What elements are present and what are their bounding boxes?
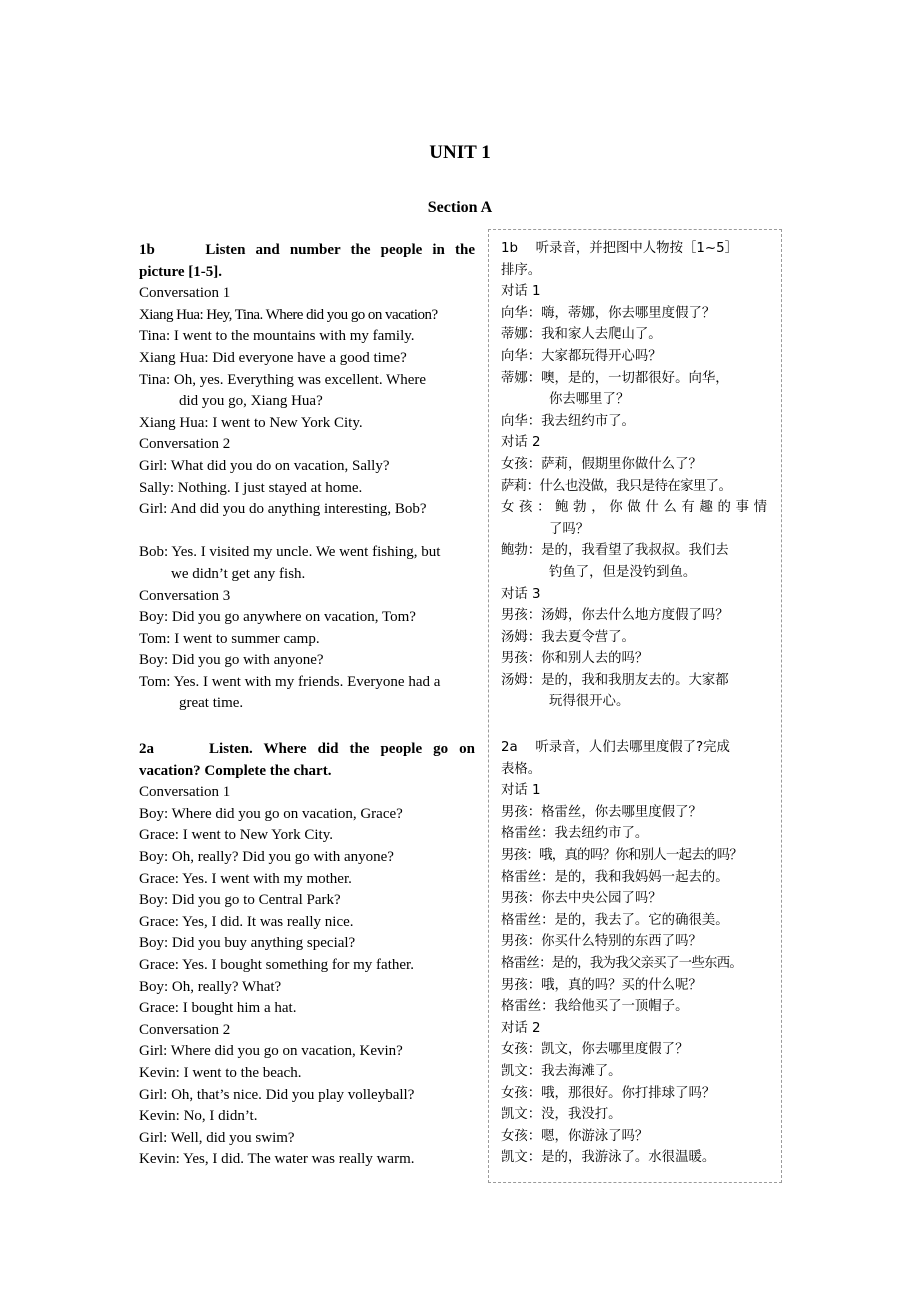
dialogue-line: 女孩：嗯，你游泳了吗？ [501,1128,649,1144]
conversation-label: 对话 2 [501,1020,541,1036]
dialogue-line: Tina: Oh, yes. Everything was excellent. Where [139,371,427,388]
dialogue-line: 蒂娜：噢，是的，一切都很好。向华， [501,370,729,386]
section-title: Section A [427,199,493,216]
chinese-translation-box [488,229,782,1183]
dialogue-line: Bob: Yes. I visited my uncle. We went fishing, but [139,544,441,561]
dialogue-line: 男孩：哦，真的吗？你和别人一起去的吗？ [501,848,743,864]
dialogue-line: 男孩：哦，真的吗？买的什么呢？ [501,977,702,993]
dialogue-line: Sally: Nothing. I just stayed at home. [139,479,363,496]
dialogue-line: Grace: Yes, I did. It was really nice. [139,913,354,930]
conversation-label: Conversation 2 [139,436,231,453]
exercise-1b-heading-cont: picture [1-5]. [139,263,223,280]
dialogue-line: Grace: Yes. I bought something for my father. [139,957,414,973]
dialogue-line: Girl: Well, did you swim? [139,1129,295,1146]
dialogue-line: 鲍勃：是的，我看望了我叔叔。我们去 [501,543,729,559]
dialogue-line: 男孩：格雷丝，你去哪里度假了？ [501,804,702,820]
exercise-1b-heading-cn: 1b 听录音，并把图中人物按［1~5］ [501,241,739,256]
dialogue-line: Girl: And did you do anything interesting, Bob? [139,501,427,518]
dialogue-line: Kevin: I went to the beach. [139,1064,302,1081]
dialogue-line-cont: 了吗？ [549,521,590,537]
english-column [139,240,475,1171]
dialogue-line: 萨莉：什么也没做，我只是待在家里了。 [501,478,732,494]
conversation-label: Conversation 2 [139,1021,231,1038]
dialogue-line: Boy: Did you go with anyone? [139,652,324,669]
dialogue-line: 男孩：你和别人去的吗？ [501,651,649,667]
dialogue-line: 女孩：鲍勃，你做什么有趣的事情 [501,500,767,516]
exercise-1b-heading: 1b Listen and number the people in the [139,242,475,258]
conversation-label: Conversation 3 [139,587,231,604]
conversation-label: Conversation 1 [139,285,231,302]
dialogue-line: 蒂娜：我和家人去爬山了。 [501,327,662,343]
dialogue-line: 女孩：凯文，你去哪里度假了？ [501,1042,689,1058]
dialogue-line: Boy: Did you buy anything special? [139,935,356,952]
exercise-2a-heading-cn-cont: 表格。 [501,761,542,777]
dialogue-line: 向华：嗨，蒂娜，你去哪里度假了？ [501,305,716,321]
conversation-label: 对话 3 [501,586,541,602]
dialogue-line: 格雷丝：我去纽约市了。 [501,826,649,842]
dialogue-line: 凯文：是的，我游泳了。水很温暖。 [501,1150,716,1166]
dialogue-line: Tom: I went to summer camp. [139,630,320,647]
dialogue-line: Kevin: No, I didn’t. [139,1108,258,1125]
dialogue-line: Grace: I went to New York City. [139,827,333,844]
dialogue-line: Girl: Where did you go on vacation, Kevin? [139,1043,403,1060]
conversation-label: 对话 1 [501,783,541,799]
dialogue-line: Tina: I went to the mountains with my family. [139,328,415,345]
dialogue-line: 汤姆：我去夏令营了。 [501,629,635,645]
exercise-2a-heading-cn: 2a 听录音，人们去哪里度假了?完成 [501,740,730,756]
conversation-label: Conversation 1 [139,784,231,801]
dialogue-line: 向华：我去纽约市了。 [501,413,635,429]
dialogue-line: 凯文：没，我没打。 [501,1107,622,1123]
exercise-2a-heading-cont: vacation? Complete the chart. [139,762,332,779]
dialogue-line-cont: great time. [179,695,244,712]
dialogue-line: Boy: Where did you go on vacation, Grace? [139,805,403,822]
dialogue-line: 向华：大家都玩得开心吗？ [501,348,662,364]
dialogue-line: 格雷丝：我给他买了一顶帽子。 [501,999,689,1015]
dialogue-line: Girl: What did you do on vacation, Sally? [139,457,390,474]
dialogue-line: Xiang Hua: I went to New York City. [139,414,363,431]
dialogue-line: Xiang Hua: Hey, Tina. Where did you go on vacation? [139,306,438,323]
dialogue-line: 格雷丝：是的，我和我妈妈一起去的。 [501,869,729,885]
dialogue-line: 凯文：我去海滩了。 [501,1063,622,1079]
dialogue-line: 女孩：萨莉，假期里你做什么了？ [501,456,702,472]
dialogue-line: Boy: Did you go to Central Park? [139,892,341,909]
dialogue-line: Boy: Did you go anywhere on vacation, Tom? [139,609,416,626]
conversation-label: 对话 1 [501,284,541,300]
conversation-label: 对话 2 [501,435,541,451]
dialogue-line: 女孩：哦，那很好。你打排球了吗？ [501,1085,716,1101]
dialogue-line: 格雷丝：是的，我去了。它的确很美。 [501,912,729,928]
exercise-2a-heading: 2a Listen. Where did the people go on [139,741,475,758]
dialogue-line-cont: we didn’t get any fish. [171,565,306,582]
dialogue-line: Grace: I bought him a hat. [139,1000,297,1017]
dialogue-line: 汤姆：是的，我和我朋友去的。大家都 [501,672,729,688]
dialogue-line-cont: 钓鱼了，但是没钓到鱼。 [549,564,697,580]
dialogue-line: 男孩：汤姆，你去什么地方度假了吗？ [501,608,729,624]
dialogue-line: 格雷丝：是的，我为我父亲买了一些东西。 [501,956,743,971]
dialogue-line: 男孩：你去中央公园了吗？ [501,891,662,907]
dialogue-line-cont: 你去哪里了？ [549,392,630,408]
dialogue-line: Xiang Hua: Did everyone have a good time? [139,349,407,366]
dialogue-line-cont: did you go, Xiang Hua? [179,393,323,410]
dialogue-line: Grace: Yes. I went with my mother. [139,870,352,887]
dialogue-line-cont: 玩得很开心。 [549,694,630,710]
dialogue-line: 男孩：你买什么特别的东西了吗？ [501,934,702,950]
unit-title: UNIT 1 [429,142,491,163]
dialogue-line: Girl: Oh, that’s nice. Did you play volleyball? [139,1086,415,1103]
dialogue-line: Boy: Oh, really? Did you go with anyone? [139,849,394,866]
exercise-1b-heading-cn-cont: 排序。 [501,262,542,278]
dialogue-line: Tom: Yes. I went with my friends. Everyone had a [139,673,441,690]
dialogue-line: Kevin: Yes, I did. The water was really warm. [139,1151,415,1168]
dialogue-line: Boy: Oh, really? What? [139,978,282,995]
